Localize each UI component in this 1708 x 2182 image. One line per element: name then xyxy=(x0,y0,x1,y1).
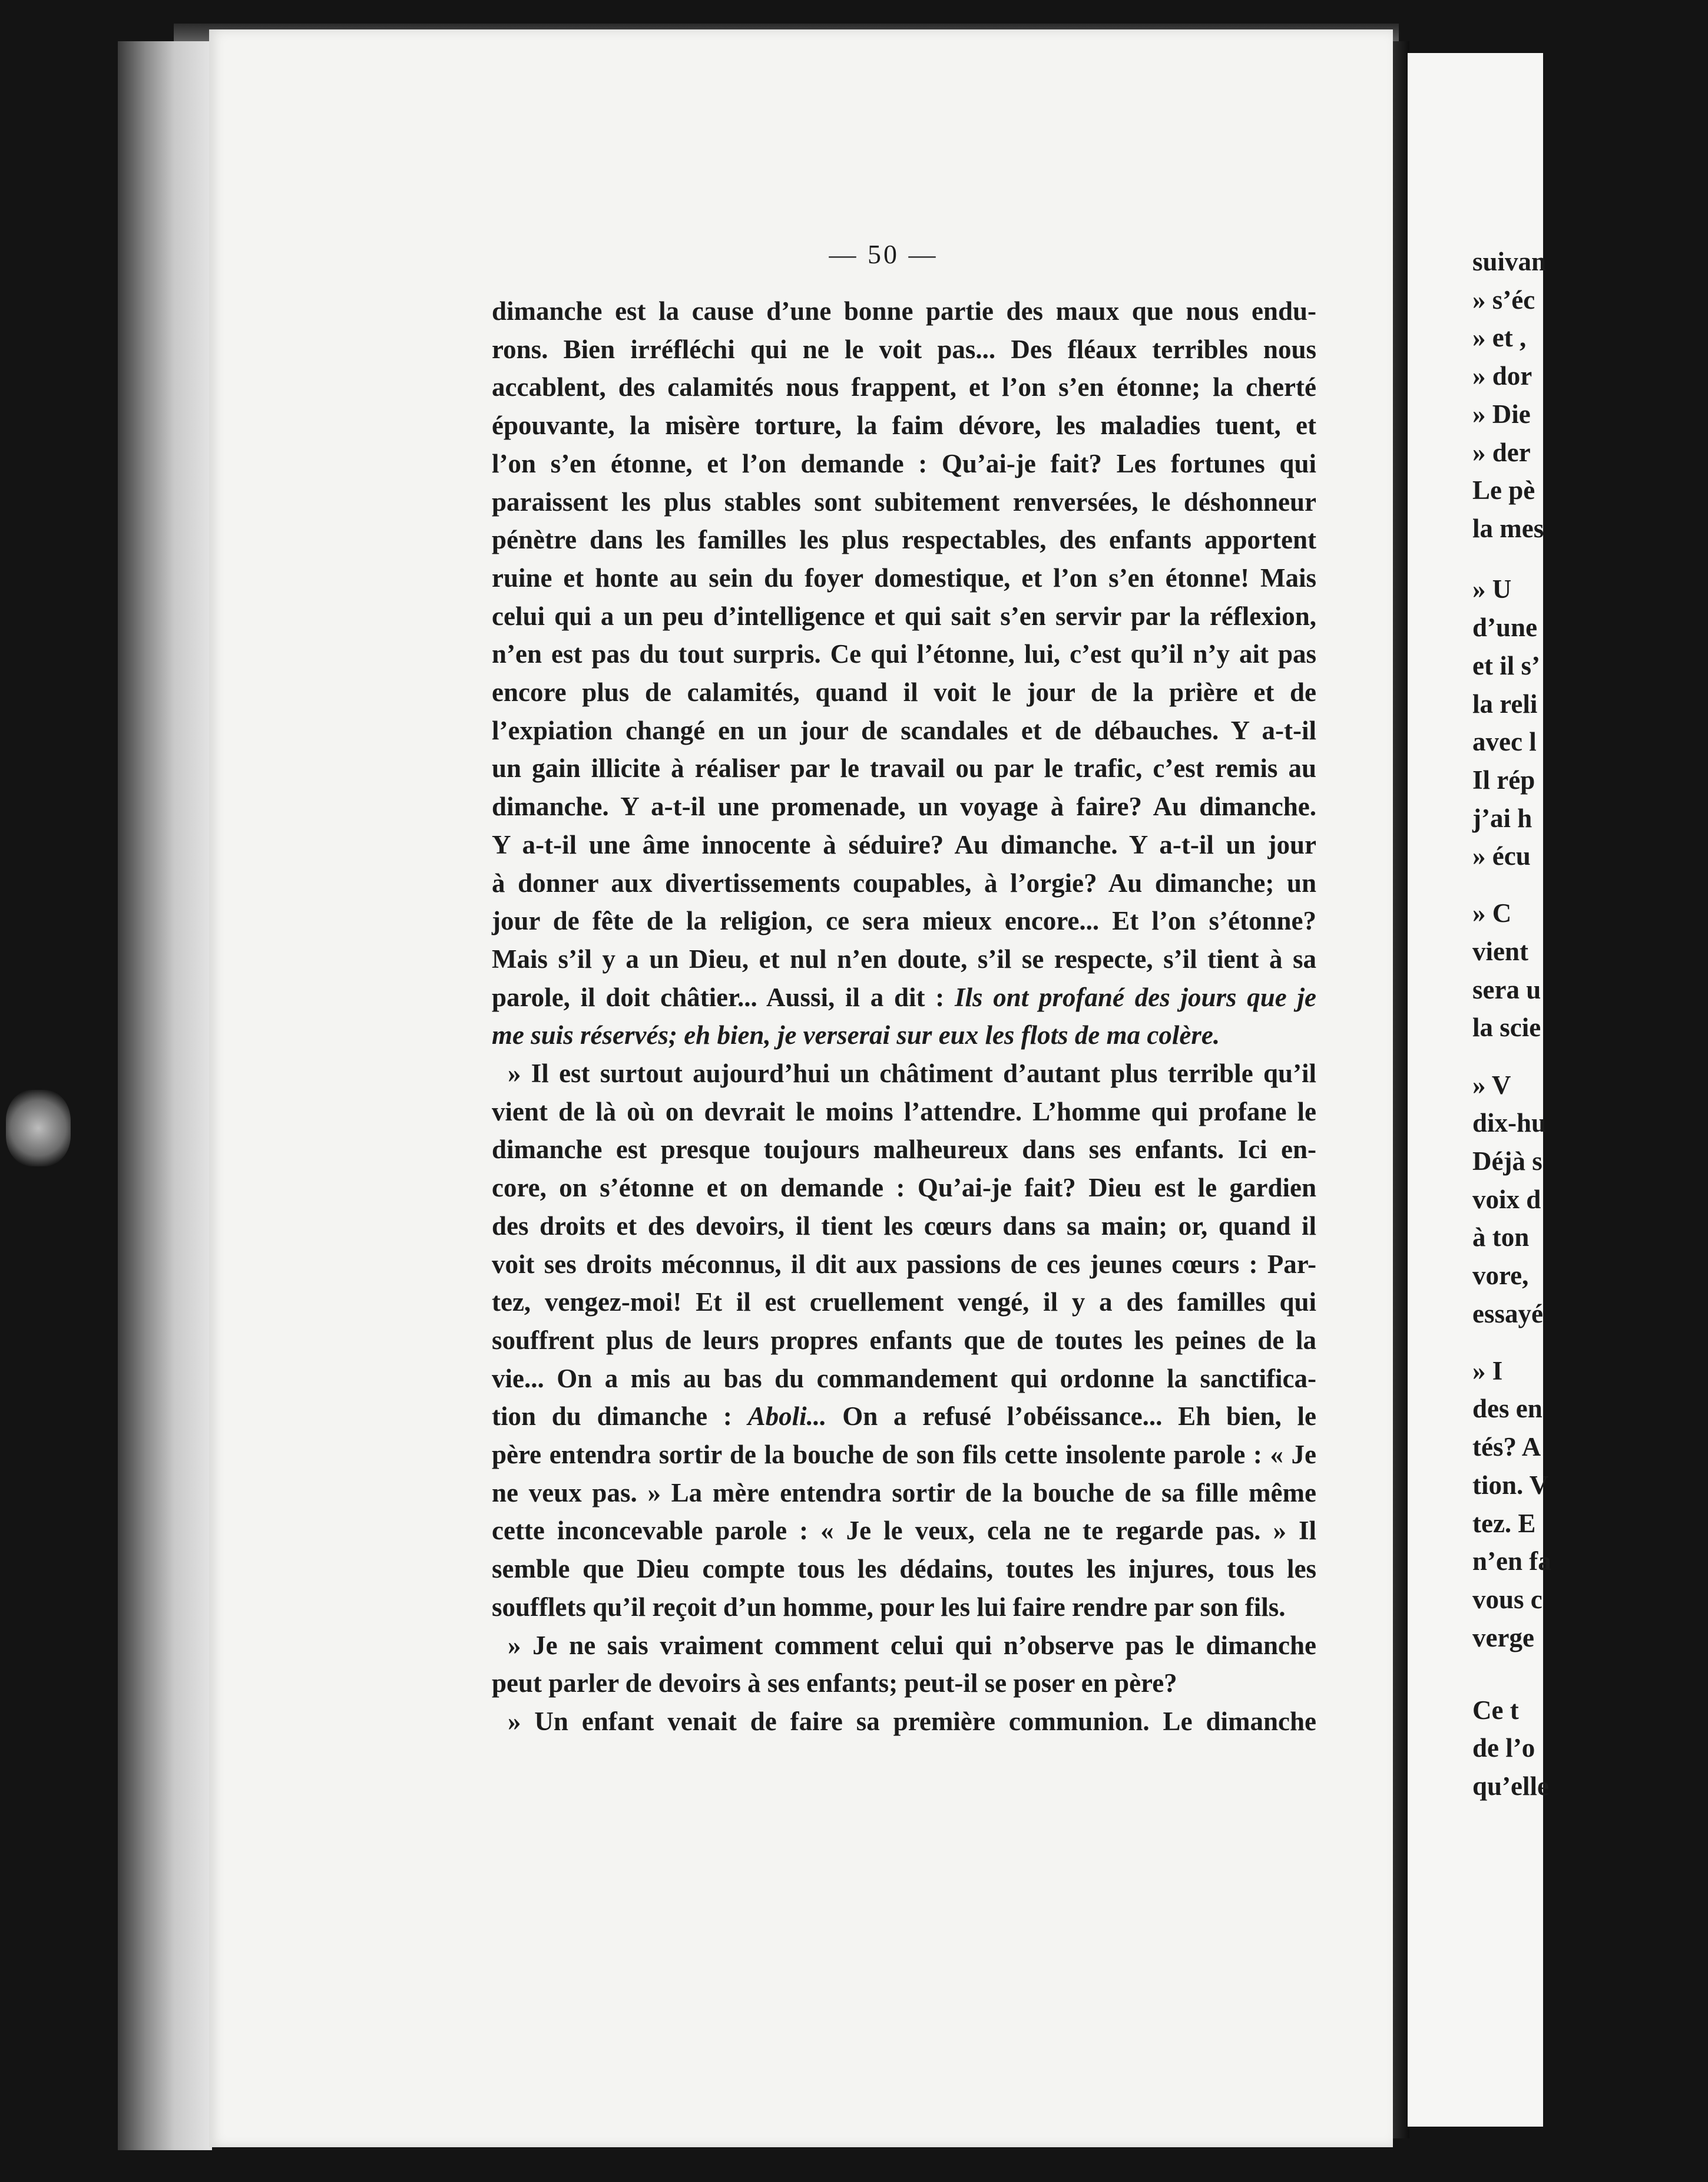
next-page-line: tez. E xyxy=(1472,1508,1536,1538)
text-line-segment: paraissent les plus stables sont subitement renversées, le déshonneur xyxy=(492,487,1316,517)
next-page-line: vore, xyxy=(1472,1261,1529,1291)
page-number: — 50 — xyxy=(829,239,938,269)
text-line-segment: vient de là où on devrait le moins l’attendre. L’homme qui profane le xyxy=(492,1096,1316,1126)
next-page-line: » s’éc xyxy=(1472,285,1535,315)
text-line-segment: encore plus de calamités, quand il voit le jour de la prière et de xyxy=(492,677,1316,707)
next-page-line: sera u xyxy=(1472,974,1541,1004)
text-line xyxy=(492,788,1316,825)
text-line-segment: vie... On a mis au bas du commandement qui ordonne la sanctifica- xyxy=(492,1363,1316,1393)
italic-quote: Aboli... xyxy=(747,1401,827,1431)
next-page-line: et il s’ xyxy=(1472,650,1540,680)
next-page-line: des en xyxy=(1472,1394,1543,1424)
text-line-segment: dimanche est presque toujours malheureux dans ses enfants. Ici en- xyxy=(492,1135,1316,1165)
next-page-line: d’une xyxy=(1472,613,1538,643)
text-line-segment: souffrent plus de leurs propres enfants que de toutes les peines de la xyxy=(492,1325,1316,1355)
next-page-line: la reli xyxy=(1472,689,1538,719)
text-line-segment: dimanche. Y a-t-il une promenade, un voyage à faire? Au dimanche. xyxy=(492,792,1316,822)
text-line xyxy=(492,1169,1316,1206)
text-line-segment: rons. Bien irréfléchi qui ne le voit pas... Des fléaux terribles nous xyxy=(492,334,1316,364)
text-line-segment: cette inconcevable parole : « Je le veux, cela ne te regarde pas. » Il xyxy=(492,1516,1316,1546)
text-line xyxy=(492,597,1316,635)
text-line-segment: un gain illicite à réaliser par le travail ou par le trafic, c’est remis au xyxy=(492,753,1316,783)
text-line-segment: celui qui a un peu d’intelligence et qui sait s’en servir par la réflexion, xyxy=(492,601,1316,631)
next-page-line: essayé xyxy=(1472,1298,1543,1328)
text-line xyxy=(492,483,1316,521)
text-line xyxy=(492,978,1316,1016)
next-page-line: la scie xyxy=(1472,1013,1541,1043)
text-line xyxy=(492,1474,1316,1512)
next-page-line: de l’o xyxy=(1472,1733,1535,1763)
text-line-segment: l’expiation changé en un jour de scandales et de débauches. Y a-t-il xyxy=(492,715,1316,745)
text-line-segment: des droits et des devoirs, il tient les cœurs dans sa main; or, quand il xyxy=(492,1211,1316,1241)
text-line-segment: semble que Dieu compte tous les dédains, toutes les injures, tous les xyxy=(492,1554,1316,1584)
next-page-line: la mes xyxy=(1472,513,1544,543)
text-line xyxy=(492,1016,1316,1054)
next-page-line: » Die xyxy=(1472,399,1531,429)
next-page-line: » I xyxy=(1472,1356,1503,1386)
text-line xyxy=(508,1054,1316,1092)
text-line xyxy=(492,712,1316,749)
text-line-segment: l’on s’en étonne, et l’on demande : Qu’ai-je fait? Les fortunes qui xyxy=(492,448,1316,478)
italic-quote: Ils ont profané des jours que je xyxy=(954,982,1316,1012)
next-page-line: » C xyxy=(1472,898,1512,928)
next-page-line: » dor xyxy=(1472,361,1532,391)
text-line xyxy=(492,749,1316,787)
text-line xyxy=(492,1550,1316,1588)
next-page-line: avec l xyxy=(1472,727,1537,757)
text-line xyxy=(492,1321,1316,1359)
text-line-segment: Y a-t-il une âme innocente à séduire? Au dimanche. Y a-t-il un jour xyxy=(492,829,1316,859)
next-page-line: n’en fa xyxy=(1472,1546,1551,1576)
text-line xyxy=(492,292,1316,330)
next-page-line: Il rép xyxy=(1472,765,1535,795)
text-line xyxy=(492,1093,1316,1130)
next-page-line: tion. V xyxy=(1472,1470,1549,1500)
text-line-segment: » Il est surtout aujourd’hui un châtiment d’autant plus terrible qu’il xyxy=(508,1059,1316,1088)
text-line-segment: ruine et honte au sein du foyer domestique, et l’on s’en étonne! Mais xyxy=(492,563,1316,593)
text-line-segment: pénètre dans les familles les plus respectables, des enfants apportent xyxy=(492,525,1316,555)
next-page-line: » écu xyxy=(1472,841,1531,871)
text-line xyxy=(492,1245,1316,1283)
text-line-segment: voit ses droits méconnus, il dit aux passions de ces jeunes cœurs : Par- xyxy=(492,1249,1316,1279)
text-line-segment: soufflets qu’il reçoit d’un homme, pour les lui faire rendre par son fils. xyxy=(492,1592,1286,1622)
next-page-line: Ce t xyxy=(1472,1695,1519,1725)
text-line xyxy=(492,445,1316,482)
text-line xyxy=(492,1512,1316,1549)
text-line xyxy=(492,1283,1316,1321)
text-line-segment: n’en est pas du tout surpris. Ce qui l’étonne, lui, c’est qu’il n’y ait pas xyxy=(492,639,1316,669)
text-line xyxy=(508,1626,1316,1664)
next-page-line: Le pè xyxy=(1472,475,1535,505)
text-line xyxy=(492,1664,1316,1702)
next-page-line: verge xyxy=(1472,1622,1534,1652)
text-line-segment: ne veux pas. » La mère entendra sortir de la bouche de sa fille même xyxy=(492,1477,1316,1507)
text-line xyxy=(492,1207,1316,1245)
text-line xyxy=(492,1130,1316,1168)
text-line-segment: tez, vengez-moi! Et il est cruellement vengé, il y a des familles qui xyxy=(492,1287,1316,1317)
text-line-segment: » Je ne sais vraiment comment celui qui n’observe pas le dimanche xyxy=(508,1630,1316,1660)
next-page-line: » et , xyxy=(1472,323,1527,353)
text-line-segment: On a refusé l’obéissance... Eh bien, le xyxy=(842,1401,1317,1431)
text-line xyxy=(492,368,1316,406)
text-line-segment: » Un enfant venait de faire sa première communion. Le dimanche xyxy=(508,1706,1316,1736)
text-line xyxy=(492,673,1316,711)
text-line-segment: épouvante, la misère torture, la faim dévore, les maladies tuent, et xyxy=(492,411,1316,441)
text-line-segment: tion du dimanche : xyxy=(492,1401,732,1431)
book-cover-edge-left xyxy=(118,41,212,2150)
next-page-line: dix-hu xyxy=(1472,1108,1547,1138)
text-line-segment: dimanche est la cause d’une bonne partie des maux que nous endu- xyxy=(492,296,1316,326)
text-line xyxy=(492,902,1316,940)
italic-quote: me suis réservés; eh bien, je verserai sur eux les flots de ma colère. xyxy=(492,1020,1220,1050)
text-line xyxy=(492,940,1316,978)
text-line xyxy=(492,559,1316,597)
next-page-line: » V xyxy=(1472,1070,1511,1100)
next-page-line: tés? A xyxy=(1472,1432,1541,1462)
text-line xyxy=(492,406,1316,444)
text-line-segment: core, on s’étonne et on demande : Qu’ai-je fait? Dieu est le gardien xyxy=(492,1173,1316,1203)
next-page-line: vient xyxy=(1472,937,1528,967)
text-line xyxy=(492,635,1316,673)
next-page-line: j’ai h xyxy=(1472,803,1532,833)
page-gutter xyxy=(1393,41,1409,2138)
text-line-segment: père entendra sortir de la bouche de son fils cette insolente parole : « Je xyxy=(492,1440,1316,1469)
text-line xyxy=(492,1397,1316,1435)
text-line-segment: Mais s’il y a un Dieu, et nul n’en doute, s’il se respecte, s’il tient à sa xyxy=(492,944,1316,974)
text-line xyxy=(508,1702,1316,1740)
text-line xyxy=(492,1360,1316,1397)
next-page-line: à ton xyxy=(1472,1222,1530,1252)
next-page-line: Déjà s xyxy=(1472,1146,1543,1176)
text-line xyxy=(492,1436,1316,1473)
next-page-line: » der xyxy=(1472,437,1531,467)
text-line xyxy=(492,826,1316,864)
text-line xyxy=(492,330,1316,368)
text-line-segment: peut parler de devoirs à ses enfants; peut-il se poser en père? xyxy=(492,1668,1177,1698)
next-page-line: suivan xyxy=(1472,247,1547,276)
text-line-segment: jour de fête de la religion, ce sera mieux encore... Et l’on s’étonne? xyxy=(492,906,1316,936)
next-page-line: vous c xyxy=(1472,1584,1543,1614)
text-line-segment: parole, il doit châtier... Aussi, il a dit : xyxy=(492,982,945,1012)
text-line-segment: accablent, des calamités nous frappent, et l’on s’en étonne; la cherté xyxy=(492,372,1316,402)
text-line xyxy=(492,1588,1316,1626)
next-page-line: » U xyxy=(1472,574,1512,604)
next-page-fragment xyxy=(1408,53,1551,2127)
text-line-segment: à donner aux divertissements coupables, à l’orgie? Au dimanche; un xyxy=(492,868,1316,898)
text-line xyxy=(492,864,1316,902)
next-page-line: voix d xyxy=(1472,1184,1541,1214)
text-line xyxy=(492,521,1316,558)
next-page-line: qu’elle xyxy=(1472,1771,1549,1801)
binding-clamp-mark xyxy=(6,1090,71,1166)
